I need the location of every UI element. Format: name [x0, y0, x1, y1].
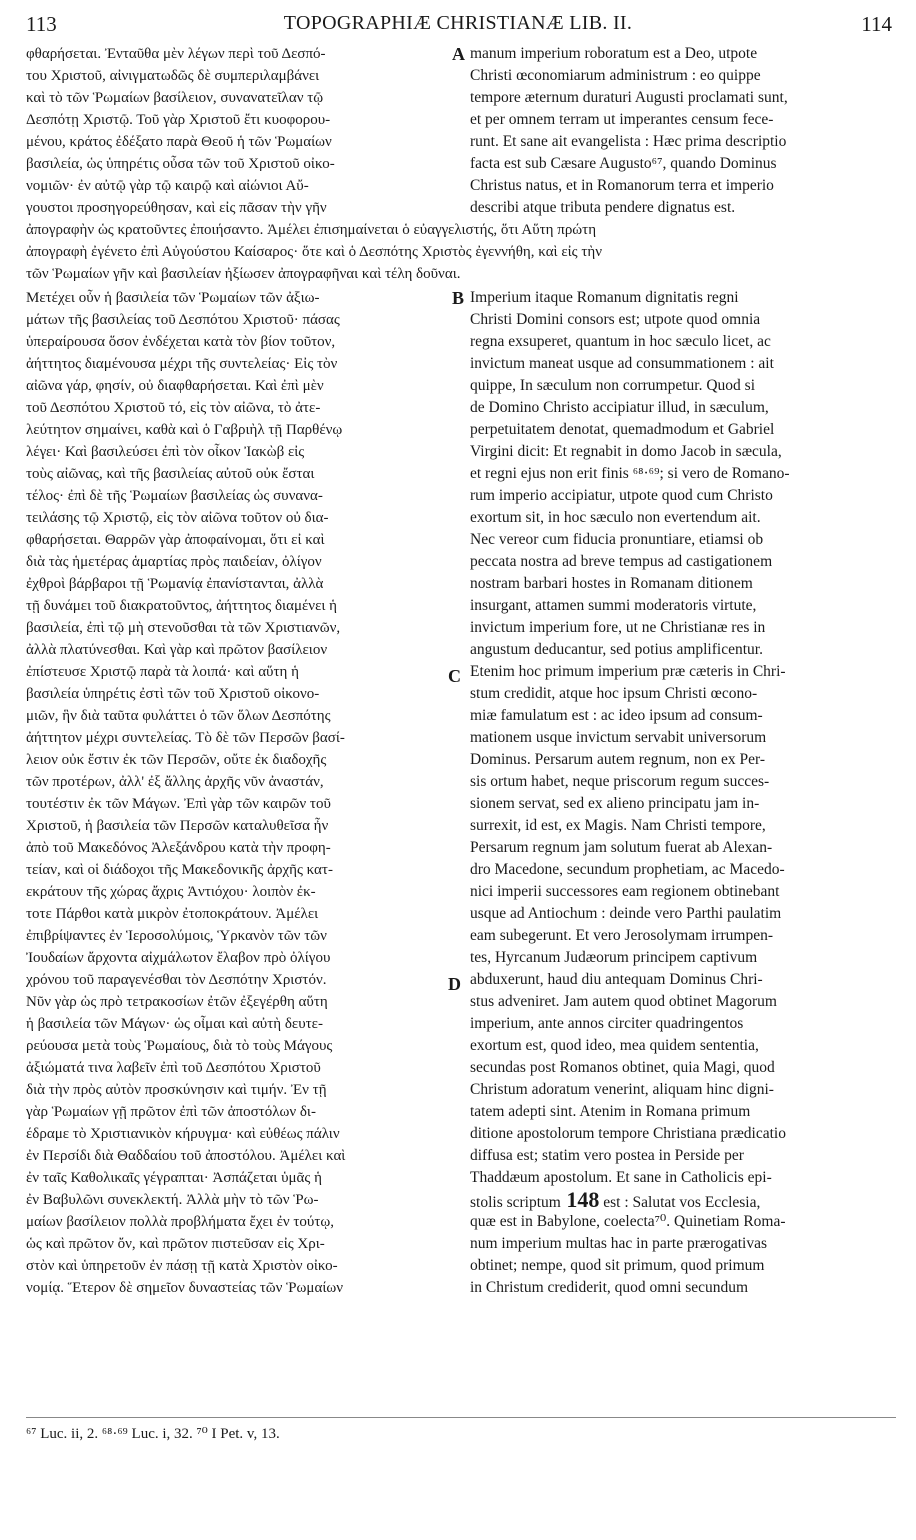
- section-marker-d: D: [448, 974, 461, 994]
- section-marker-b: B: [452, 288, 465, 308]
- latin-text-line: Imperium itaque Romanum dignitatis regni: [470, 289, 739, 306]
- latin-text-line: Etenim hoc primum imperium præ cæteris in Chri-: [470, 663, 786, 680]
- greek-text-line: βασιλεία, ὡς ὑπηρέτις οὖσα τῶν τοῦ Χριστοῦ οἰκο-: [26, 156, 335, 172]
- greek-text-line: Δεσπότῃ Χριστῷ. Τοῦ γὰρ Χριστοῦ ἔτι κυοφορου-: [26, 112, 331, 128]
- greek-text-line: ἐπίστευσε Χριστῷ παρὰ τὰ λοιπά· καὶ αὕτη ἡ: [26, 664, 299, 680]
- latin-text-line: Christi œconomiarum administrum : eo quippe: [470, 67, 761, 84]
- greek-text-line: διὰ τὴν πρὸς αὐτὸν προσκύνησιν καὶ τιμήν. Ἐν τῇ: [26, 1082, 327, 1098]
- latin-text-line: abduxerunt, haud diu antequam Dominus Chri-: [470, 971, 763, 988]
- greek-text-line: ἐπιβρίψαντες ἐν Ἱεροσολύμοις, Ὑρκανὸν τῶν τῶν: [26, 928, 327, 944]
- latin-text-line: peccata nostra ad breve tempus ad castigationem: [470, 553, 773, 570]
- latin-text-line: sionem servat, sed ex alieno principatu jam in-: [470, 795, 760, 812]
- greek-text-line: διὰ τὰς ἡμετέρας ἁμαρτίας πρὸς παιδείαν, ὀλίγον: [26, 554, 322, 570]
- greek-text-line: λέγει· Καὶ βασιλεύσει ἐπὶ τὸν οἶκον Ἰακὼβ εἰς: [26, 444, 305, 460]
- greek-text-line: έδραμε τὸ Χριστιανικὸν κήρυγμα· καὶ εὐθέως πάλιν: [26, 1126, 340, 1142]
- latin-text-line: tempore æternum duraturi Augusti proclamati sunt,: [470, 89, 788, 106]
- page-mark: 148: [560, 1187, 600, 1212]
- latin-text-line: Nec vereor cum fiducia pronuntiare, etiamsi ob: [470, 531, 764, 548]
- greek-text-line: ὡς καὶ πρῶτον ὄν, καὶ πρῶτον πιστεῦσαν εἰς Χρι-: [26, 1236, 325, 1252]
- latin-text-line: de Domino Christo accipiatur illud, in sæculum,: [470, 399, 769, 416]
- greek-text-line: ἐν Περσίδι διὰ Θαδδαίου τοῦ ἀποστόλου. Ἀμέλει καὶ: [26, 1148, 346, 1164]
- latin-text-line: tes, Hyrcanum Judæorum principem captivum: [470, 949, 758, 966]
- full-width-text: [26, 219, 896, 285]
- greek-text-line: τῶν προτέρων, ἀλλ' ἐξ ἄλλης ἀρχῆς νῦν ἀναστάν,: [26, 774, 324, 790]
- greek-text-line: μένου, κράτος ἐδέξατο παρὰ Θεοῦ ἡ τῶν Ῥωμαίων: [26, 134, 332, 150]
- latin-text-line: perpetuitatem denotat, quemadmodum et Gabriel: [470, 421, 775, 438]
- greek-text-line: Ἰουδαίων ἄρχοντα αἰχμάλωτον ἔλαβον πρὸ ὀλίγου: [26, 950, 331, 966]
- section-marker-c: C: [448, 666, 461, 686]
- greek-text-line: αἰῶνα γάρ, φησίν, οὐ διαφθαρήσεται. Καὶ ἐπὶ μὲν: [26, 378, 324, 394]
- latin-text-line: stus adveniret. Jam autem quod obtinet Magorum: [470, 993, 777, 1010]
- latin-text-line: obtinet; nempe, quod sit primum, quod primum: [470, 1257, 765, 1274]
- greek-text-line: τοῦ Δεσπότου Χριστοῦ τό, εἰς τὸν αἰῶνα, τὸ ἀτε-: [26, 400, 321, 416]
- latin-text-line: secundas post Romanos obtinet, quia Magi, quod: [470, 1059, 775, 1076]
- greek-text-line: ἡ βασιλεία τῶν Μάγων· ὡς οἶμαι καὶ αὐτὴ δευτε-: [26, 1016, 323, 1032]
- page-header: [0, 4, 916, 38]
- greek-text-line: λεύτητον σημαίνει, καθὰ καὶ ὁ Γαβριὴλ τῇ Παρθένῳ: [26, 422, 343, 438]
- greek-text-line: λειον οὐκ ἔστιν ἐκ τῶν Περσῶν, οὔτε ἐκ διαδοχῆς: [26, 752, 327, 768]
- latin-text-line: rum imperio accipiatur, utpote quod cum Christo: [470, 487, 773, 504]
- greek-text-line: εκράτουν τῆς χώρας ἄχρις Ἀντιόχου· λοιπὸν ἐκ-: [26, 884, 316, 900]
- section-marker-a: A: [452, 44, 465, 64]
- latin-text-line: sis ortum habet, neque priscorum regum succes-: [470, 773, 770, 790]
- greek-text-line: φθαρήσεται. Θαρρῶν γὰρ ἀποφαίνομαι, ὅτι εἰ καὶ: [26, 532, 325, 548]
- latin-text-line: invictum maneat usque ad consummationem : ait: [470, 355, 774, 372]
- greek-text-line: νομίᾳ. Ἕτερον δὲ σημεῖον δυναστείας τῶν Ῥωμαίων: [26, 1280, 344, 1296]
- latin-text-line: ditione apostolorum tempore Christiana prædicatio: [470, 1125, 786, 1142]
- greek-text-line: φθαρήσεται. Ἐνταῦθα μὲν λέγων περὶ τοῦ Δεσπό-: [26, 46, 326, 62]
- latin-text-line: runt. Et sane ait evangelista : Hæc prima descriptio: [470, 133, 787, 150]
- latin-text-line: imperium, ante annos circiter quadringentos: [470, 1015, 744, 1032]
- latin-text-line: stolis scriptum 148 est : Salutat vos Ecclesia,: [470, 1187, 761, 1212]
- latin-text-line: in Christum crediderit, quod omni secundum: [470, 1279, 749, 1296]
- latin-text-line: quæ est in Babylone, coelecta⁷⁰. Quinetiam Roma-: [470, 1213, 786, 1230]
- greek-text-line: ἀπογραφὴν ὡς κρατοῦντες ἐποιήσαντο. Ἀμέλει ἐπισημαίνεται ὁ εὐαγγελιστής, ὅτι Αὕτη πρώτη: [26, 222, 597, 238]
- latin-text-line: facta est sub Cæsare Augusto⁶⁷, quando Dominus: [470, 155, 777, 172]
- latin-text-line: tatem adepti sint. Atenim in Romana primum: [470, 1103, 751, 1120]
- latin-text-line: surrexit, id est, ex Magis. Nam Christi tempore,: [470, 817, 766, 834]
- latin-text-line: num imperium multas hac in parte prærogativas: [470, 1235, 768, 1252]
- greek-text-line: καὶ τὸ τῶν Ῥωμαίων βασίλειον, συνανατεῖλαν τῷ: [26, 90, 324, 106]
- latin-text-fragment: est : Salutat vos Ecclesia,: [599, 1194, 761, 1211]
- page-number-right: 114: [861, 12, 892, 36]
- greek-text-line: Χριστοῦ, ἡ βασιλεία τῶν Περσῶν καταλυθεῖσα ἦν: [26, 818, 329, 834]
- latin-text-line: quippe, In sæculum non corrumpetur. Quod si: [470, 377, 755, 394]
- latin-column-main: [470, 287, 896, 1299]
- greek-text-line: βασιλεία ὑπηρέτις ἐστὶ τῶν τοῦ Χριστοῦ οἰκονο-: [26, 686, 320, 702]
- greek-text-line: ἐν Βαβυλῶνι συνεκλεκτή. Ἀλλὰ μὴν τὸ τῶν Ῥω-: [26, 1192, 319, 1208]
- greek-text-line: ρεύουσα μετὰ τοὺς Ῥωμαίους, διὰ τὸ τοὺς Μάγους: [26, 1038, 333, 1054]
- greek-text-line: τέλος· ἐπὶ δὲ τῆς Ῥωμαίων βασιλείας ὡς συνανα-: [26, 488, 323, 504]
- greek-column-top: [26, 43, 450, 219]
- greek-text-line: τοτε Πάρθοι κατὰ μικρὸν ἐτοποκράτουν. Ἀμέλει: [26, 906, 319, 922]
- greek-text-line: γὰρ Ῥωμαίων γῇ πρῶτον ἐπὶ τῶν ἀποστόλων δι-: [26, 1104, 316, 1120]
- latin-text-line: miæ famulatum est : ac ideo ipsum ad consum-: [470, 707, 763, 724]
- latin-text-line: describi atque tributa pendere dignatus est.: [470, 199, 736, 216]
- latin-text-line: usque ad Antiochum : deinde vero Parthi paulatim: [470, 905, 782, 922]
- latin-text-line: stum credidit, atque hoc ipsum Christi œcono-: [470, 685, 758, 702]
- greek-text-line: τοὺς αἰῶνας, καὶ τῆς βασιλείας αὐτοῦ οὐκ ἔσται: [26, 466, 315, 482]
- footnotes: ⁶⁷ Luc. ii, 2. ⁶⁸·⁶⁹ Luc. i, 32. ⁷⁰ I Pet. v, 13.: [26, 1426, 280, 1442]
- greek-text-line: ἀλλὰ πλατύνεσθαι. Καὶ γὰρ καὶ πρῶτον βασίλειον: [26, 642, 328, 658]
- greek-text-line: ἀπὸ τοῦ Μακεδόνος Ἀλεξάνδρου κατὰ τὴν προφη-: [26, 840, 331, 856]
- latin-text-line: Thaddæum apostolum. Et sane in Catholicis epi-: [470, 1169, 772, 1186]
- greek-text-line: στὸν καὶ ὑπηρετοῦν ἐν πάσῃ τῇ κατὰ Χριστὸν οἰκο-: [26, 1258, 338, 1274]
- greek-text-line: ἐχθροὶ βάρβαροι τῇ Ῥωμανίᾳ ἐπανίστανται, ἀλλὰ: [26, 576, 324, 592]
- latin-text-line: diffusa est; statim vero postea in Perside per: [470, 1147, 744, 1164]
- page-number-left: 113: [26, 12, 57, 36]
- latin-text-line: nostram barbari hostes in Romanam ditionem: [470, 575, 753, 592]
- greek-text-line: ἀξιώματά τινα λαβεῖν ἐπὶ τοῦ Δεσπότου Χριστοῦ: [26, 1060, 321, 1076]
- greek-text-line: μάτων τῆς βασιλείας τοῦ Δεσπότου Χριστοῦ· πάσας: [26, 312, 340, 328]
- greek-text-line: τουτέστιν ἐκ τῶν Μάγων. Ἐπὶ γὰρ τῶν καιρῶν τοῦ: [26, 796, 331, 812]
- greek-text-line: βασιλεία, ἐπὶ τῷ μὴ στενοῦσθαι τὰ τῶν Χριστιανῶν,: [26, 620, 341, 636]
- greek-column-main: [26, 287, 450, 1299]
- latin-text-line: insurgant, attamen summi moderatoris virtute,: [470, 597, 757, 614]
- latin-text-line: invictum imperium fore, ut ne Christianæ res in: [470, 619, 766, 636]
- greek-text-line: τῶν Ῥωμαίων γῆν καὶ βασιλείαν ἠξίωσεν ἀπογραφῆναι καὶ τέλη δοῦναι.: [26, 266, 461, 282]
- running-title: TOPOGRAPHIÆ CHRISTIANÆ LIB. II.: [283, 12, 633, 34]
- greek-text-line: γουστοι προσηγορεύθησαν, καὶ εἰς πᾶσαν τὴν γῆν: [26, 200, 327, 216]
- latin-text-line: Christus natus, et in Romanorum terra et imperio: [470, 177, 774, 194]
- latin-text-line: regna exsuperet, quantum in hoc sæculo licet, ac: [470, 333, 771, 350]
- footnote-rule: [26, 1417, 896, 1418]
- latin-text-line: eam subegerunt. Et vero Jerosolymam irrumpen-: [470, 927, 774, 944]
- latin-column-top: [470, 43, 896, 219]
- latin-text-line: Dominus. Persarum autem regnum, non ex Per-: [470, 751, 765, 768]
- latin-text-line: Persarum regnum jam solutum fuerat ab Alexan-: [470, 839, 773, 856]
- latin-text-line: angustum deducantur, sed potius amplificentur.: [470, 641, 763, 658]
- greek-text-line: τῇ δυνάμει τοῦ διακρατοῦντος, ἀήττητος διαμένει ἡ: [26, 598, 337, 614]
- greek-text-line: χρόνου τοῦ παραγενέσθαι τὸν Δεσπότην Χριστόν.: [26, 972, 327, 988]
- latin-text-line: mationem usque invictum servabit universorum: [470, 729, 767, 746]
- greek-text-line: ἀήττητον μέχρι συντελείας. Τὸ δὲ τῶν Περσῶν βασί-: [26, 730, 345, 746]
- greek-text-line: Μετέχει οὖν ἡ βασιλεία τῶν Ῥωμαίων τῶν ἀξιω-: [26, 290, 320, 306]
- greek-text-line: του Χριστοῦ, αἰνιγματωδῶς δὲ συμπεριλαμβάνει: [26, 68, 320, 84]
- greek-text-line: ἐν ταῖς Καθολικαῖς γέγραπται· Ἀσπάζεται ὑμᾶς ἡ: [26, 1170, 322, 1186]
- latin-text-line: Virgini dicit: Et regnabit in domo Jacob in sæcula,: [470, 443, 782, 460]
- greek-text-line: τείαν, καὶ οἱ διάδοχοι τῆς Μακεδονικῆς ἀρχῆς κατ-: [26, 862, 333, 878]
- latin-text-line: manum imperium roboratum est a Deo, utpote: [470, 45, 758, 62]
- greek-text-line: Νῦν γὰρ ὡς πρὸ τετρακοσίων ἐτῶν ἐξεγέρθη αὕτη: [26, 994, 328, 1010]
- greek-text-line: τειλάσης τῷ Χριστῷ, εἰς τὸν αἰῶνα τοῦτον οὐ δια-: [26, 510, 329, 526]
- latin-text-line: exortum est, quod ideo, mea quidem sententia,: [470, 1037, 759, 1054]
- latin-text-line: Christi Domini consors est; utpote quod omnia: [470, 311, 761, 328]
- greek-text-line: μαίων βασίλειον πολλὰ προβλήματα ἔχει ἐν τούτῳ,: [26, 1214, 335, 1230]
- greek-text-line: ἀπογραφὴ ἐγένετο ἐπὶ Αὐγούστου Καίσαρος· ὅτε καὶ ὁ Δεσπότης Χριστὸς ἐγεννήθη, καὶ εἰς τὴν: [26, 244, 603, 260]
- latin-text-line: Christum adoratum venerint, aliquam hinc digni-: [470, 1081, 774, 1098]
- latin-text-line: nici imperii successores eam regionem obtinebant: [470, 883, 780, 900]
- latin-text-line: exortum sit, in hoc sæculo non evertendum ait.: [470, 509, 761, 526]
- greek-text-line: ἀήττητος διαμένουσα μέχρι τῆς συντελείας· Εἰς τὸν: [26, 356, 338, 372]
- greek-text-line: νομιῶν· ἐν αὐτῷ γὰρ τῷ καιρῷ καὶ αἰώνιοι Αὔ-: [26, 178, 309, 194]
- latin-text-line: et per omnem terram ut imperantes censum fece-: [470, 111, 774, 128]
- greek-text-line: ὑπεραίρουσα ὅσον ἐνδέχεται κατὰ τὸν βίον τοῦτον,: [26, 334, 336, 350]
- latin-text-line: dro Macedone, secundum prophetiam, ac Macedo-: [470, 861, 785, 878]
- latin-text-line: et regni ejus non erit finis ⁶⁸·⁶⁹; si vero de Romano-: [470, 465, 790, 482]
- greek-text-line: μιῶν, ἣν διὰ ταῦτα φυλάττει ὁ τῶν ὅλων Δεσπότης: [26, 708, 331, 724]
